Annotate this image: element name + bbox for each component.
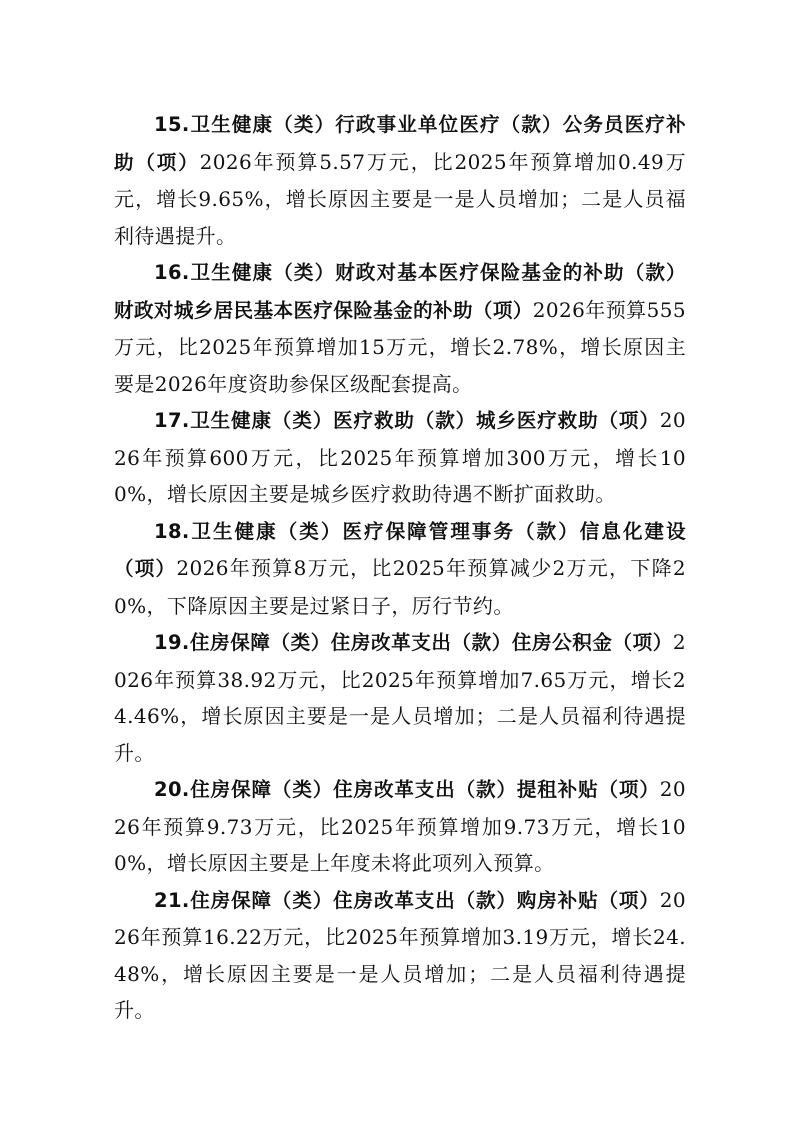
budget-item-21	[114, 882, 686, 1029]
budget-item-16	[114, 254, 686, 402]
item-text: 2026年预算16.22万元，比2025年预算增加3.19万元，增长24.48%，增长原因主要是一是人员增加；二是人员福利待遇提升。	[114, 887, 686, 1022]
item-heading: 21.住房保障（类）住房改革支出（款）购房补贴（项）	[154, 888, 660, 912]
item-text: 2026年预算9.73万元，比2025年预算增加9.73万元，增长100%，增长原因主要是上年度未将此项列入预算。	[114, 777, 686, 875]
budget-item-20	[114, 771, 686, 882]
item-text: 2026年预算38.92万元，比2025年预算增加7.65万元，增长24.46%，增长原因主要是一是人员增加；二是人员福利待遇提升。	[114, 630, 686, 765]
budget-item-18	[114, 513, 686, 625]
item-heading: 16.卫生健康（类）财政对基本医疗保险基金的补助（款）财政对城乡居民基本医疗保险基金的补助（项）	[114, 261, 686, 322]
item-heading: 19.住房保障（类）住房改革支出（款）住房公积金（项）	[154, 631, 673, 654]
budget-item-19	[114, 624, 686, 771]
item-text: 2026年预算555万元，比2025年预算增加15万元，增长2.78%，增长原因主要是2026年度资助参保区级配套提高。	[114, 297, 687, 396]
item-heading: 18.卫生健康（类）医疗保障管理事务（款）信息化建设（项）	[114, 519, 686, 580]
item-heading: 15.卫生健康（类）行政事业单位医疗（款）公务员医疗补助（项）	[114, 113, 686, 174]
item-heading: 20.住房保障（类）住房改革支出（款）提租补贴（项）	[154, 778, 660, 801]
document-page	[114, 106, 686, 1029]
item-text: 2026年预算8万元，比2025年预算减少2万元，下降20%，下降原因主要是过紧日子，厉行节约。	[114, 556, 686, 618]
budget-item-17	[114, 402, 686, 513]
item-text: 2026年预算600万元，比2025年预算增加300万元，增长100%，增长原因主要是城乡医疗救助待遇不断扩面救助。	[114, 408, 686, 506]
item-text: 2026年预算5.57万元，比2025年预算增加0.49万元，增长9.65%，增长原因主要是一是人员增加；二是人员福利待遇提升。	[114, 149, 686, 248]
budget-item-15	[114, 106, 686, 254]
item-heading: 17.卫生健康（类）医疗救助（款）城乡医疗救助（项）	[154, 409, 660, 432]
